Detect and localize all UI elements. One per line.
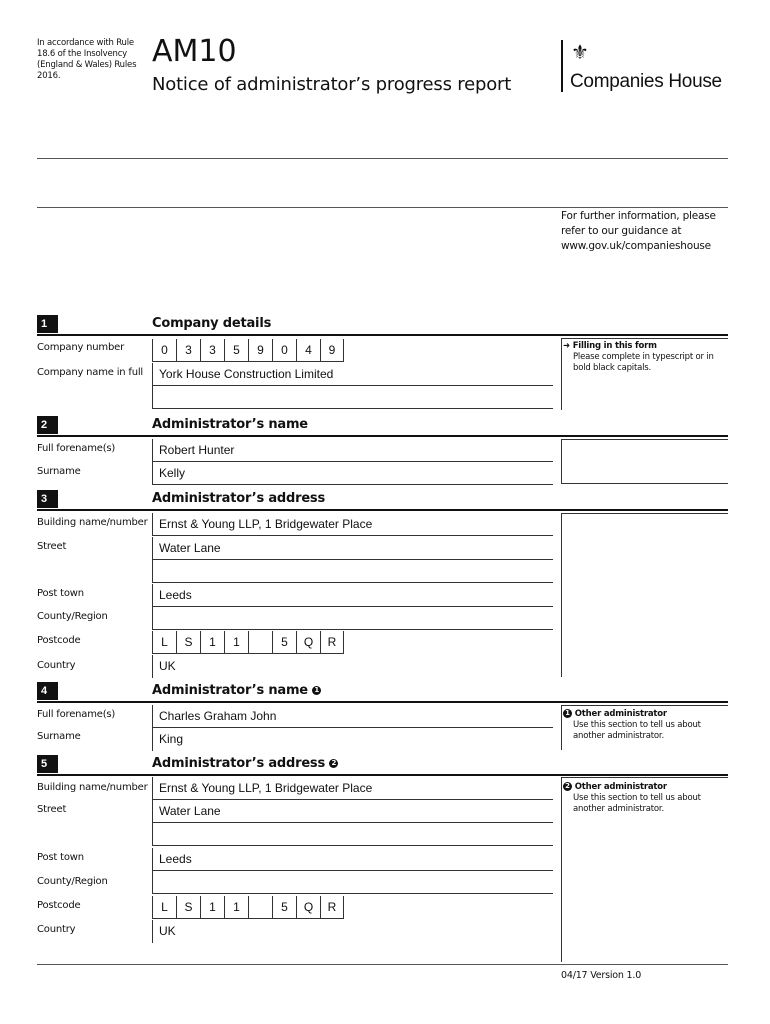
company-number-digit[interactable]: 0: [152, 339, 176, 362]
section-rule: [37, 509, 728, 511]
street-field-line2[interactable]: [152, 560, 553, 583]
section-rule: [37, 774, 728, 776]
surname-label: Surname: [37, 731, 81, 742]
postcode-char[interactable]: 5: [272, 896, 296, 919]
post-town-field[interactable]: Leeds: [152, 584, 553, 607]
section-number: 4: [37, 682, 58, 700]
header-divider: [37, 158, 728, 159]
county-field[interactable]: [152, 607, 553, 630]
street-field[interactable]: Water Lane: [152, 537, 553, 560]
surname-field[interactable]: Kelly: [152, 462, 553, 485]
further-info: For further information, please refer to our guidance at www.gov.uk/companieshouse: [561, 210, 716, 252]
section-title: Company details: [152, 316, 272, 331]
postcode-label: Postcode: [37, 900, 81, 911]
company-number-digit[interactable]: 4: [296, 339, 320, 362]
section-number: 1: [37, 315, 58, 333]
footnote-marker: 2: [563, 782, 572, 791]
forename-label: Full forename(s): [37, 443, 116, 454]
other-admin-note: [563, 709, 728, 742]
building-field[interactable]: Ernst & Young LLP, 1 Bridgewater Place: [152, 513, 553, 536]
company-number-digit[interactable]: 9: [248, 339, 272, 362]
company-name-field[interactable]: York House Construction Limited: [152, 363, 553, 386]
postcode-char[interactable]: 1: [224, 631, 248, 654]
footnote-marker: 2: [329, 759, 338, 768]
section-title: Administrator’s address: [152, 491, 326, 506]
filling-note-text: Please complete in typescript or in bold black capitals.: [573, 352, 714, 373]
section-title-text: Administrator’s name: [152, 683, 308, 698]
postcode-char[interactable]: [248, 631, 272, 654]
section-number: 3: [37, 490, 58, 508]
post-town-field[interactable]: Leeds: [152, 848, 553, 871]
postcode-char[interactable]: R: [320, 896, 344, 919]
country-label: Country: [37, 924, 76, 935]
section-number: 2: [37, 416, 58, 434]
country-field[interactable]: UK: [152, 920, 553, 943]
form-title: Notice of administrator’s progress report: [152, 74, 512, 95]
postcode-char[interactable]: 1: [200, 631, 224, 654]
form-code: AM10: [152, 34, 237, 69]
other-admin-note: [563, 782, 728, 815]
side-panel: [561, 513, 728, 677]
royal-crest-icon: ⚜: [571, 42, 589, 64]
logo-divider: [561, 40, 563, 92]
postcode-label: Postcode: [37, 635, 81, 646]
postcode-char[interactable]: L: [152, 896, 176, 919]
company-number-label: Company number: [37, 342, 124, 353]
rule-note: In accordance with Rule 18.6 of the Insolvency (England & Wales) Rules 2016.: [37, 38, 137, 81]
building-field[interactable]: Ernst & Young LLP, 1 Bridgewater Place: [152, 777, 553, 800]
filling-note-title: Filling in this form: [572, 341, 657, 351]
county-label: County/Region: [37, 611, 108, 622]
company-number-digit[interactable]: 5: [224, 339, 248, 362]
postcode-char[interactable]: R: [320, 631, 344, 654]
postcode-char[interactable]: 1: [200, 896, 224, 919]
company-name-field-line2[interactable]: [152, 386, 553, 409]
surname-label: Surname: [37, 466, 81, 477]
section-number: 5: [37, 755, 58, 773]
company-number-digit[interactable]: 3: [176, 339, 200, 362]
county-label: County/Region: [37, 876, 108, 887]
section-rule: [37, 435, 728, 437]
company-number-digit[interactable]: 0: [272, 339, 296, 362]
version-footer: 04/17 Version 1.0: [561, 970, 642, 981]
companies-house-logo: Companies House: [570, 71, 722, 92]
postcode-char[interactable]: Q: [296, 631, 320, 654]
country-field[interactable]: UK: [152, 655, 553, 678]
postcode-char[interactable]: [248, 896, 272, 919]
section-rule: [37, 701, 728, 703]
post-town-label: Post town: [37, 852, 84, 863]
building-label: Building name/number: [37, 782, 148, 793]
company-number-digit[interactable]: 9: [320, 339, 344, 362]
postcode-field[interactable]: [152, 631, 344, 654]
section-title: [152, 683, 321, 698]
footnote-marker: 1: [563, 709, 572, 718]
postcode-field[interactable]: [152, 896, 344, 919]
section-title: [152, 756, 338, 771]
section-title-text: Administrator’s address: [152, 756, 326, 771]
company-number-digit[interactable]: 3: [200, 339, 224, 362]
postcode-char[interactable]: 1: [224, 896, 248, 919]
postcode-char[interactable]: S: [176, 631, 200, 654]
header-divider-2: [37, 207, 728, 208]
street-field[interactable]: Water Lane: [152, 800, 553, 823]
postcode-char[interactable]: Q: [296, 896, 320, 919]
street-label: Street: [37, 804, 67, 815]
postcode-char[interactable]: S: [176, 896, 200, 919]
post-town-label: Post town: [37, 588, 84, 599]
forename-field[interactable]: Charles Graham John: [152, 705, 553, 728]
surname-field[interactable]: King: [152, 728, 553, 751]
company-name-label: Company name in full: [37, 367, 144, 378]
country-label: Country: [37, 660, 76, 671]
filling-form-note: ➜ Filling in this form Please complete in typescript or in bold black capitals.: [563, 341, 728, 374]
building-label: Building name/number: [37, 517, 148, 528]
forename-field[interactable]: Robert Hunter: [152, 439, 553, 462]
postcode-char[interactable]: L: [152, 631, 176, 654]
forename-label: Full forename(s): [37, 709, 116, 720]
county-field[interactable]: [152, 871, 553, 894]
postcode-char[interactable]: 5: [272, 631, 296, 654]
other-admin-text: Use this section to tell us about another administrator.: [573, 720, 701, 741]
company-number-field[interactable]: [152, 339, 344, 362]
section-title: Administrator’s name: [152, 417, 308, 432]
other-admin-text: Use this section to tell us about another administrator.: [573, 793, 701, 814]
street-label: Street: [37, 541, 67, 552]
other-admin-title: Other administrator: [574, 709, 667, 719]
footer-rule: [37, 964, 728, 965]
side-panel: [561, 439, 728, 484]
footnote-marker: 1: [312, 686, 321, 695]
other-admin-title: Other administrator: [574, 782, 667, 792]
section-rule: [37, 334, 728, 336]
street-field-line2[interactable]: [152, 823, 553, 846]
